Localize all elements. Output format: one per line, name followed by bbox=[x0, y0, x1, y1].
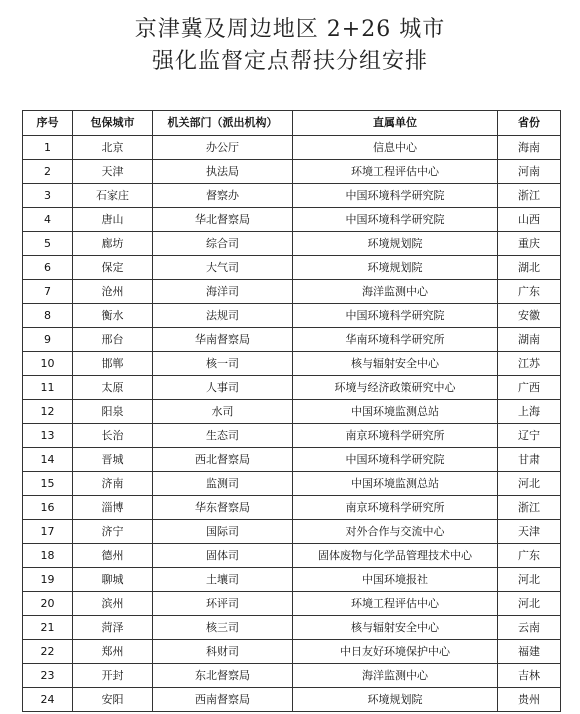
cell-department: 办公厅 bbox=[153, 136, 293, 160]
table-row bbox=[23, 328, 561, 352]
cell-unit: 中国环境监测总站 bbox=[293, 400, 498, 424]
header-city: 包保城市 bbox=[73, 111, 153, 136]
cell-department: 核三司 bbox=[153, 616, 293, 640]
cell-unit: 环境与经济政策研究中心 bbox=[293, 376, 498, 400]
cell-index: 20 bbox=[23, 592, 73, 616]
table-row bbox=[23, 256, 561, 280]
cell-unit: 中国环境监测总站 bbox=[293, 472, 498, 496]
cell-index: 12 bbox=[23, 400, 73, 424]
cell-department: 国际司 bbox=[153, 520, 293, 544]
cell-unit: 信息中心 bbox=[293, 136, 498, 160]
table-row bbox=[23, 208, 561, 232]
cell-province: 浙江 bbox=[498, 184, 561, 208]
cell-province: 吉林 bbox=[498, 664, 561, 688]
table-row bbox=[23, 520, 561, 544]
cell-department: 法规司 bbox=[153, 304, 293, 328]
cell-province: 河北 bbox=[498, 472, 561, 496]
cell-index: 22 bbox=[23, 640, 73, 664]
table-row bbox=[23, 664, 561, 688]
table-row bbox=[23, 232, 561, 256]
cell-index: 8 bbox=[23, 304, 73, 328]
cell-province: 河南 bbox=[498, 160, 561, 184]
cell-province: 广东 bbox=[498, 280, 561, 304]
cell-index: 4 bbox=[23, 208, 73, 232]
cell-index: 11 bbox=[23, 376, 73, 400]
cell-department: 执法局 bbox=[153, 160, 293, 184]
cell-city: 德州 bbox=[73, 544, 153, 568]
cell-province: 河北 bbox=[498, 568, 561, 592]
table-row bbox=[23, 496, 561, 520]
header-index: 序号 bbox=[23, 111, 73, 136]
cell-department: 核一司 bbox=[153, 352, 293, 376]
cell-department: 西南督察局 bbox=[153, 688, 293, 712]
cell-city: 北京 bbox=[73, 136, 153, 160]
cell-unit: 对外合作与交流中心 bbox=[293, 520, 498, 544]
cell-city: 安阳 bbox=[73, 688, 153, 712]
cell-department: 督察办 bbox=[153, 184, 293, 208]
table-row bbox=[23, 400, 561, 424]
cell-department: 海洋司 bbox=[153, 280, 293, 304]
cell-department: 大气司 bbox=[153, 256, 293, 280]
cell-city: 衡水 bbox=[73, 304, 153, 328]
cell-city: 太原 bbox=[73, 376, 153, 400]
cell-province: 重庆 bbox=[498, 232, 561, 256]
header-province: 省份 bbox=[498, 111, 561, 136]
table-body bbox=[23, 136, 561, 712]
cell-city: 保定 bbox=[73, 256, 153, 280]
cell-index: 2 bbox=[23, 160, 73, 184]
cell-city: 淄博 bbox=[73, 496, 153, 520]
table-row bbox=[23, 304, 561, 328]
cell-unit: 环境规划院 bbox=[293, 232, 498, 256]
cell-unit: 华南环境科学研究所 bbox=[293, 328, 498, 352]
table-row bbox=[23, 136, 561, 160]
cell-index: 7 bbox=[23, 280, 73, 304]
cell-unit: 核与辐射安全中心 bbox=[293, 352, 498, 376]
cell-unit: 环境工程评估中心 bbox=[293, 160, 498, 184]
page-title: 京津冀及周边地区 2+26 城市 bbox=[134, 17, 446, 42]
cell-unit: 中日友好环境保护中心 bbox=[293, 640, 498, 664]
cell-city: 邯郸 bbox=[73, 352, 153, 376]
cell-unit: 环境规划院 bbox=[293, 688, 498, 712]
cell-city: 开封 bbox=[73, 664, 153, 688]
cell-city: 济南 bbox=[73, 472, 153, 496]
cell-unit: 中国环境科学研究院 bbox=[293, 208, 498, 232]
cell-department: 科财司 bbox=[153, 640, 293, 664]
cell-province: 天津 bbox=[498, 520, 561, 544]
table-row bbox=[23, 424, 561, 448]
cell-department: 监测司 bbox=[153, 472, 293, 496]
table-row bbox=[23, 280, 561, 304]
cell-unit: 固体废物与化学品管理技术中心 bbox=[293, 544, 498, 568]
cell-department: 环评司 bbox=[153, 592, 293, 616]
cell-city: 聊城 bbox=[73, 568, 153, 592]
cell-index: 10 bbox=[23, 352, 73, 376]
cell-department: 土壤司 bbox=[153, 568, 293, 592]
cell-department: 固体司 bbox=[153, 544, 293, 568]
cell-province: 福建 bbox=[498, 640, 561, 664]
cell-province: 海南 bbox=[498, 136, 561, 160]
cell-department: 西北督察局 bbox=[153, 448, 293, 472]
cell-department: 华北督察局 bbox=[153, 208, 293, 232]
cell-unit: 南京环境科学研究所 bbox=[293, 424, 498, 448]
cell-index: 5 bbox=[23, 232, 73, 256]
cell-index: 3 bbox=[23, 184, 73, 208]
table-row bbox=[23, 544, 561, 568]
cell-unit: 海洋监测中心 bbox=[293, 280, 498, 304]
cell-index: 14 bbox=[23, 448, 73, 472]
cell-city: 廊坊 bbox=[73, 232, 153, 256]
cell-index: 19 bbox=[23, 568, 73, 592]
cell-city: 唐山 bbox=[73, 208, 153, 232]
header-unit: 直属单位 bbox=[293, 111, 498, 136]
cell-index: 23 bbox=[23, 664, 73, 688]
table-row bbox=[23, 448, 561, 472]
cell-province: 上海 bbox=[498, 400, 561, 424]
cell-city: 晋城 bbox=[73, 448, 153, 472]
cell-city: 济宁 bbox=[73, 520, 153, 544]
table-row bbox=[23, 592, 561, 616]
cell-unit: 环境规划院 bbox=[293, 256, 498, 280]
table-row bbox=[23, 616, 561, 640]
cell-unit: 中国环境科学研究院 bbox=[293, 448, 498, 472]
cell-index: 6 bbox=[23, 256, 73, 280]
cell-city: 沧州 bbox=[73, 280, 153, 304]
cell-city: 天津 bbox=[73, 160, 153, 184]
assignment-table bbox=[22, 110, 561, 712]
cell-city: 邢台 bbox=[73, 328, 153, 352]
cell-index: 21 bbox=[23, 616, 73, 640]
cell-unit: 海洋监测中心 bbox=[293, 664, 498, 688]
cell-index: 24 bbox=[23, 688, 73, 712]
cell-index: 9 bbox=[23, 328, 73, 352]
cell-city: 石家庄 bbox=[73, 184, 153, 208]
table-row bbox=[23, 376, 561, 400]
cell-unit: 南京环境科学研究所 bbox=[293, 496, 498, 520]
table-row bbox=[23, 568, 561, 592]
table-row bbox=[23, 472, 561, 496]
cell-index: 18 bbox=[23, 544, 73, 568]
cell-province: 安徽 bbox=[498, 304, 561, 328]
cell-department: 综合司 bbox=[153, 232, 293, 256]
cell-department: 华南督察局 bbox=[153, 328, 293, 352]
cell-department: 水司 bbox=[153, 400, 293, 424]
cell-unit: 中国环境科学研究院 bbox=[293, 304, 498, 328]
cell-province: 湖北 bbox=[498, 256, 561, 280]
cell-city: 长治 bbox=[73, 424, 153, 448]
table-row bbox=[23, 160, 561, 184]
cell-province: 广西 bbox=[498, 376, 561, 400]
cell-unit: 中国环境科学研究院 bbox=[293, 184, 498, 208]
cell-province: 浙江 bbox=[498, 496, 561, 520]
cell-province: 河北 bbox=[498, 592, 561, 616]
cell-index: 17 bbox=[23, 520, 73, 544]
cell-city: 滨州 bbox=[73, 592, 153, 616]
header-department: 机关部门（派出机构） bbox=[153, 111, 293, 136]
cell-unit: 核与辐射安全中心 bbox=[293, 616, 498, 640]
cell-province: 广东 bbox=[498, 544, 561, 568]
cell-index: 16 bbox=[23, 496, 73, 520]
table-row bbox=[23, 688, 561, 712]
page-subtitle: 强化监督定点帮扶分组安排 bbox=[151, 49, 428, 74]
cell-city: 郑州 bbox=[73, 640, 153, 664]
cell-department: 人事司 bbox=[153, 376, 293, 400]
cell-province: 云南 bbox=[498, 616, 561, 640]
cell-province: 甘肃 bbox=[498, 448, 561, 472]
cell-province: 辽宁 bbox=[498, 424, 561, 448]
cell-department: 东北督察局 bbox=[153, 664, 293, 688]
table-row bbox=[23, 640, 561, 664]
cell-unit: 环境工程评估中心 bbox=[293, 592, 498, 616]
table-header-row bbox=[23, 111, 561, 136]
cell-index: 13 bbox=[23, 424, 73, 448]
cell-province: 山西 bbox=[498, 208, 561, 232]
cell-index: 15 bbox=[23, 472, 73, 496]
cell-index: 1 bbox=[23, 136, 73, 160]
cell-province: 湖南 bbox=[498, 328, 561, 352]
table-row bbox=[23, 184, 561, 208]
cell-department: 生态司 bbox=[153, 424, 293, 448]
cell-department: 华东督察局 bbox=[153, 496, 293, 520]
cell-city: 菏泽 bbox=[73, 616, 153, 640]
cell-province: 贵州 bbox=[498, 688, 561, 712]
cell-unit: 中国环境报社 bbox=[293, 568, 498, 592]
cell-province: 江苏 bbox=[498, 352, 561, 376]
table-row bbox=[23, 352, 561, 376]
cell-city: 阳泉 bbox=[73, 400, 153, 424]
